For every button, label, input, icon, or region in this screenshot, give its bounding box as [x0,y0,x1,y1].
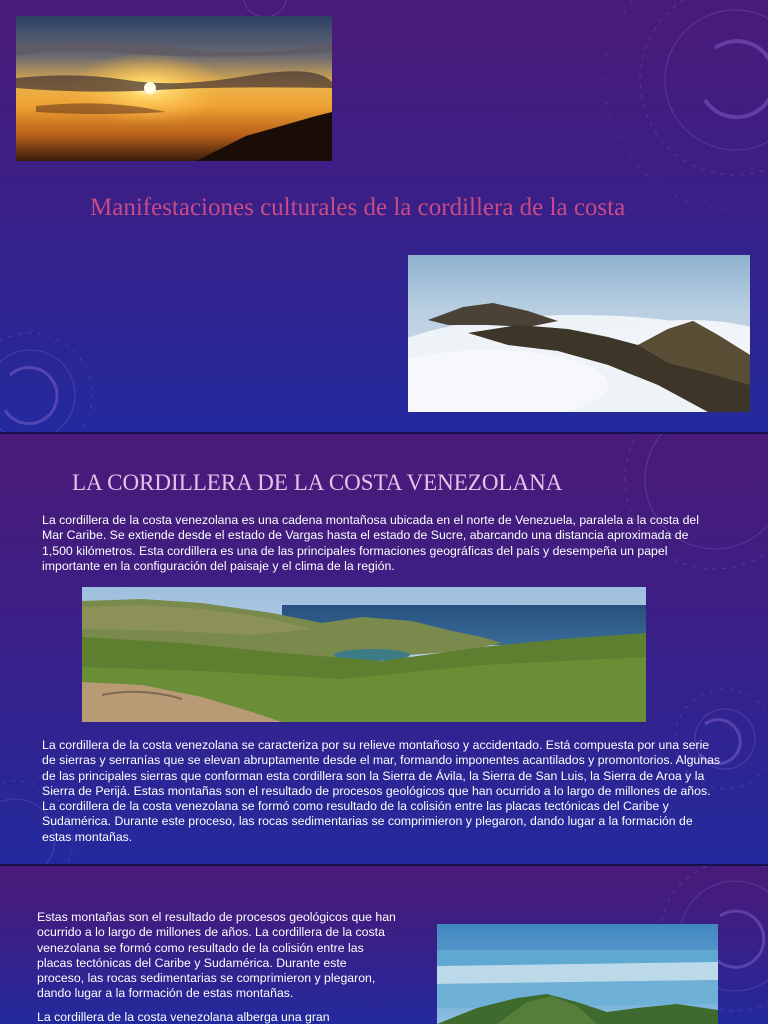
intro-paragraph: La cordillera de la costa venezolana es una cadena montañosa ubicada en el norte de Venezuela, paralela a la costa del Mar Caribe. Se extiende desde el estado de Vargas hasta el estado de Sucre, abarcando una distancia aproximada de 1,500 kilómetros. Esta cordillera es una de las principales formaciones geográficas del país y desempeña un papel importante en la configuración del paisaje y el clima de la región. [42,513,699,573]
sunset-photo [16,16,332,161]
biodiversity-paragraph: La cordillera de la costa venezolana alberga una gran [37,1010,330,1024]
description-paragraph: La cordillera de la costa venezolana se caracteriza por su relieve montañoso y accidentado. Está compuesta por una serie de sierras y serranías que se elevan abruptamente desde el mar, formando imponentes acantilados y promontorios. Algunas de las principales sierras que conforman esta cordillera son la Sierra de Ávila, la Sierra de San Luis, la Sierra de Aroa y la Sierra de Perijá. Estas montañas son el resultado de procesos geológicos que han ocurrido a lo largo de millones de años. La cordillera de la costa venezolana se formó como resultado de la colisión entre las placas tectónicas del Caribe y Sudamérica. Durante este proceso, las rocas sedimentarias se comprimieron y plegaron, dando lugar a la formación de estas montañas. [42,738,721,844]
coastal-mountains-photo [82,587,646,722]
geology-paragraph: Estas montañas son el resultado de procesos geológicos que han ocurrido a lo largo de millones de años. La cordillera de la costa venezolana se formó como resultado de la colisión entre las placas tectónicas del Caribe y Sudamérica. Durante este proceso, las rocas sedimentarias se comprimieron y plegaron, dando lugar a la formación de estas montañas. [37,910,396,1001]
slide-2 [0,434,768,864]
slide-title: Manifestaciones culturales de la cordillera de la costa [90,194,626,221]
mountains-above-clouds-photo [408,255,750,412]
slide-3 [0,866,768,1024]
section-heading: LA CORDILLERA DE LA COSTA VENEZOLANA [72,470,563,495]
coastline-aerial-photo [437,924,718,1024]
slide-1 [0,0,768,432]
